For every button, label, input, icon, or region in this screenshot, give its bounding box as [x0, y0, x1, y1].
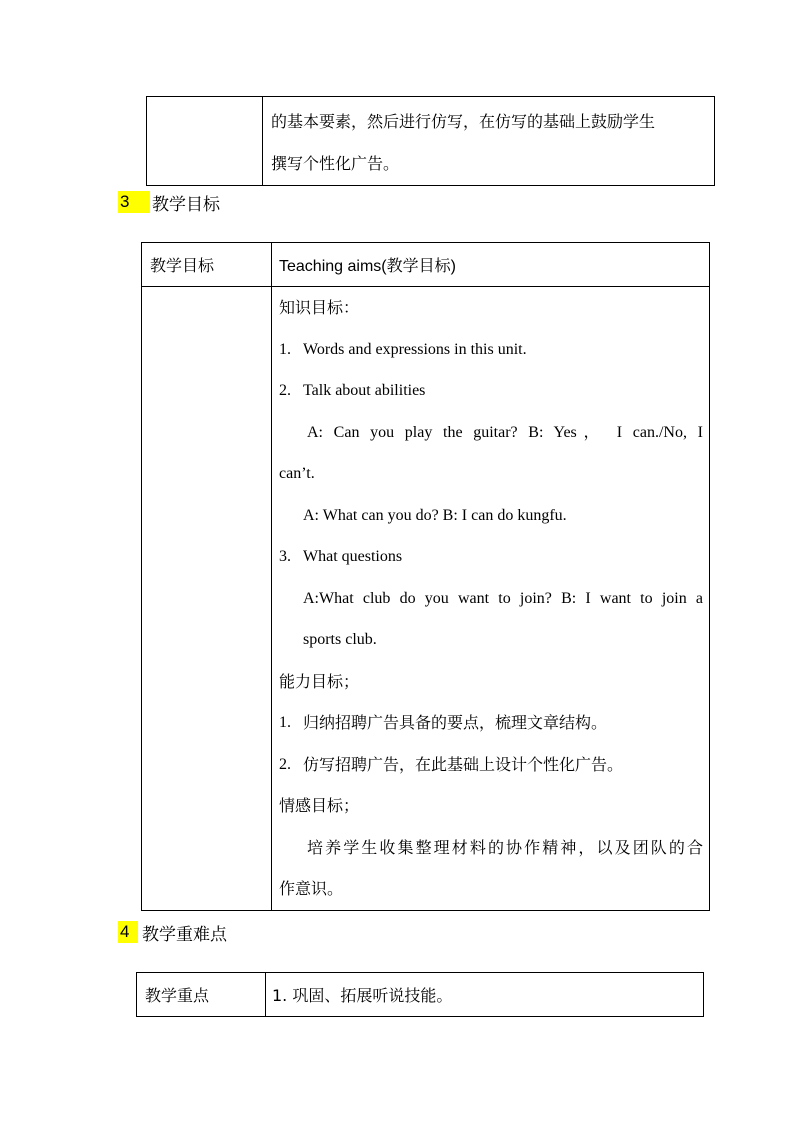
knowledge-item-2-number: 2.	[279, 382, 291, 399]
teaching-aims-header-row	[142, 243, 710, 287]
knowledge-aims-title: 知识目标：	[279, 298, 360, 317]
dialog-2: A: What can you do? B: I can do kungfu.	[303, 506, 567, 524]
teaching-aims-table	[141, 242, 710, 911]
ability-item-1	[279, 702, 703, 744]
key-points-table	[136, 972, 704, 1017]
ability-item-1-number: 1.	[279, 714, 291, 731]
knowledge-item-2-text: Talk about abilities	[303, 382, 426, 399]
aims-body-content-cell	[272, 287, 710, 911]
aims-header-right: Teaching aims(教学目标)	[272, 243, 710, 287]
knowledge-item-3-number: 3.	[279, 548, 291, 565]
section-3-heading	[118, 190, 220, 214]
teaching-aims-body-row	[142, 287, 710, 911]
table-top-line-2: 撰写个性化广告。	[271, 154, 400, 173]
section-4-title: 教学重难点	[142, 924, 227, 945]
knowledge-item-3-text: What questions	[303, 548, 403, 565]
key-points-content: 1. 巩固、拓展听说技能。	[266, 973, 704, 1017]
ability-item-1-text: 归纳招聘广告具备的要点，梳理文章结构。	[303, 713, 608, 732]
ability-aims-title: 能力目标；	[279, 671, 360, 691]
section-3-number: 3	[118, 191, 150, 213]
key-points-label: 教学重点	[137, 973, 266, 1017]
ability-item-2-text: 仿写招聘广告，在此基础上设计个性化广告。	[303, 754, 624, 774]
table-top-continuation	[146, 96, 715, 186]
dialog-1-line-2: can’t.	[279, 465, 315, 482]
knowledge-item-2	[279, 370, 703, 412]
emotion-line-1: 培养学生收集整理材料的协作精神，以及团队的合	[307, 837, 703, 857]
dialog-3-line-2: sports club.	[303, 631, 377, 648]
section-4-number: 4	[118, 921, 138, 943]
knowledge-item-1-text: Words and expressions in this unit.	[303, 340, 527, 358]
knowledge-item-1	[279, 329, 703, 371]
key-points-row	[137, 973, 704, 1017]
emotion-aims-title: 情感目标；	[279, 796, 360, 815]
knowledge-item-1-number: 1.	[279, 340, 291, 358]
ability-item-2-number: 2.	[279, 755, 291, 773]
section-3-title: 教学目标	[152, 194, 220, 215]
table-top-empty-cell	[147, 97, 263, 186]
section-4-heading	[118, 920, 227, 944]
emotion-line-2: 作意识。	[279, 879, 344, 898]
ability-item-2	[279, 744, 703, 786]
knowledge-item-3	[279, 536, 703, 578]
aims-body-empty-cell	[142, 287, 272, 911]
dialog-1-line-1: A: Can you play the guitar? B: Yes， I can./No, I	[307, 423, 703, 441]
aims-header-left: 教学目标	[142, 243, 272, 287]
dialog-3-line-1: A:What club do you want to join? B: I want to join a	[303, 589, 703, 607]
table-top-line-1: 的基本要素，然后进行仿写，在仿写的基础上鼓励学生	[271, 112, 656, 131]
table-top-content-cell	[263, 97, 715, 186]
